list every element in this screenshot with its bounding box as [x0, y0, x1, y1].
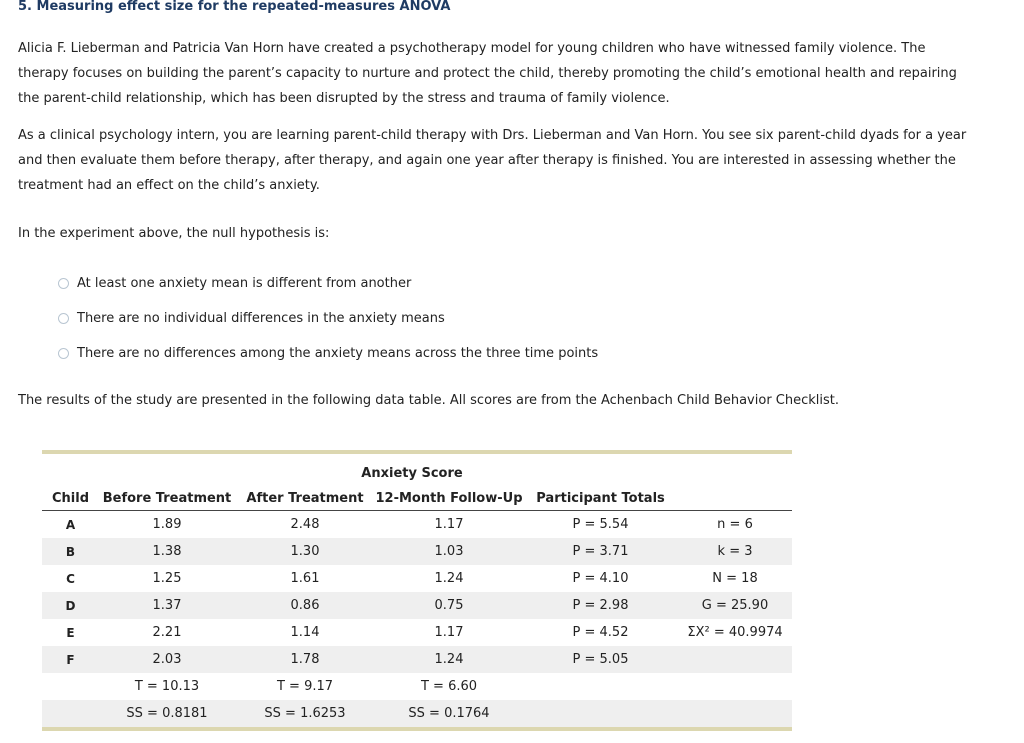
total-cell: T = 10.13	[134, 679, 200, 694]
option-3[interactable]	[58, 336, 598, 371]
table-row	[42, 619, 792, 646]
table-cell: 0.75	[375, 592, 523, 619]
table-cell: 2.21	[152, 625, 182, 640]
option-label: There are no individual differences in the anxiety means	[77, 311, 445, 326]
option-2[interactable]	[58, 301, 598, 336]
table-cell: P = 4.52	[572, 625, 629, 640]
child-label: E	[66, 625, 75, 640]
column-header: After Treatment	[235, 486, 375, 511]
table-cell: G = 25.90	[678, 592, 792, 619]
table-row	[42, 592, 792, 619]
ss-row	[42, 700, 792, 727]
table-cell: 1.14	[290, 625, 320, 640]
group-header: Anxiety Score	[361, 465, 463, 481]
table-cell: 0.86	[235, 592, 375, 619]
option-label: At least one anxiety mean is different from another	[77, 276, 412, 291]
child-label: A	[65, 517, 76, 532]
ss-cell: SS = 0.1764	[375, 700, 523, 727]
table-cell: 1.24	[375, 646, 523, 673]
column-header: 12-Month Follow-Up	[375, 486, 523, 511]
table-row	[42, 511, 792, 539]
child-label: D	[42, 592, 99, 619]
table-cell: 1.37	[99, 592, 235, 619]
radio-button[interactable]	[58, 278, 69, 289]
column-header: Child	[42, 486, 99, 511]
section-title: 5. Measuring effect size for the repeated-measures ANOVA	[18, 0, 451, 14]
data-table	[42, 450, 792, 731]
table-cell: 1.17	[434, 517, 464, 532]
table-cell: 1.61	[290, 571, 320, 586]
table-cell: k = 3	[678, 538, 792, 565]
table-row	[42, 538, 792, 565]
radio-button[interactable]	[58, 348, 69, 359]
column-header	[678, 486, 792, 511]
table-cell: 1.24	[434, 571, 464, 586]
results-intro: The results of the study are presented in the following data table. All scores are from the Achenbach Child Behavior Checklist.	[18, 393, 840, 408]
table-cell: P = 2.98	[523, 592, 678, 619]
table-cell: 2.48	[290, 517, 320, 532]
child-label: C	[66, 571, 75, 586]
scenario-paragraph: As a clinical psychology intern, you are learning parent-child therapy with Drs. Lieberman and Van Horn. You see six parent-child dyads for a year and then evaluate them before therapy, after therapy, and again one year after therapy is finished. You are interested in assessing whether the treatment had an effect on the child’s anxiety.	[18, 128, 967, 193]
table-cell: P = 3.71	[523, 538, 678, 565]
totals-row	[42, 673, 792, 700]
table-cell	[678, 646, 792, 673]
column-header: Participant Totals	[523, 486, 678, 511]
table-row	[42, 646, 792, 673]
column-header: Before Treatment	[99, 486, 235, 511]
question-text: In the experiment above, the null hypothesis is:	[18, 226, 330, 241]
total-cell: T = 6.60	[420, 679, 478, 694]
total-cell: T = 9.17	[276, 679, 334, 694]
radio-button[interactable]	[58, 313, 69, 324]
table-cell: 1.03	[375, 538, 523, 565]
table-bottom-rule	[42, 727, 792, 731]
child-label: B	[42, 538, 99, 565]
table-cell: 2.03	[99, 646, 235, 673]
table-cell: P = 5.05	[523, 646, 678, 673]
table-cell: 1.38	[99, 538, 235, 565]
table-cell: ΣX² = 40.9974	[687, 625, 783, 640]
table-cell: P = 5.54	[572, 517, 629, 532]
table-cell: 1.17	[434, 625, 464, 640]
answer-options	[58, 266, 598, 371]
child-label: F	[42, 646, 99, 673]
ss-cell: SS = 1.6253	[235, 700, 375, 727]
table-cell: P = 4.10	[572, 571, 629, 586]
option-label: There are no differences among the anxiety means across the three time points	[77, 346, 599, 361]
table-cell: 1.25	[152, 571, 182, 586]
table-cell: 1.78	[235, 646, 375, 673]
table-cell: 1.30	[235, 538, 375, 565]
table-cell: N = 18	[712, 571, 758, 586]
table-cell: 1.89	[152, 517, 182, 532]
option-1[interactable]	[58, 266, 598, 301]
intro-paragraph: Alicia F. Lieberman and Patricia Van Horn have created a psychotherapy model for young children who have witnessed family violence. The therapy focuses on building the parent’s capacity to nurture and protect the child, thereby promoting the child’s emotional health and repairing the parent-child relationship, which has been disrupted by the stress and trauma of family violence.	[18, 41, 957, 106]
ss-cell: SS = 0.8181	[99, 700, 235, 727]
table-row	[42, 565, 792, 592]
table-cell: n = 6	[717, 517, 753, 532]
